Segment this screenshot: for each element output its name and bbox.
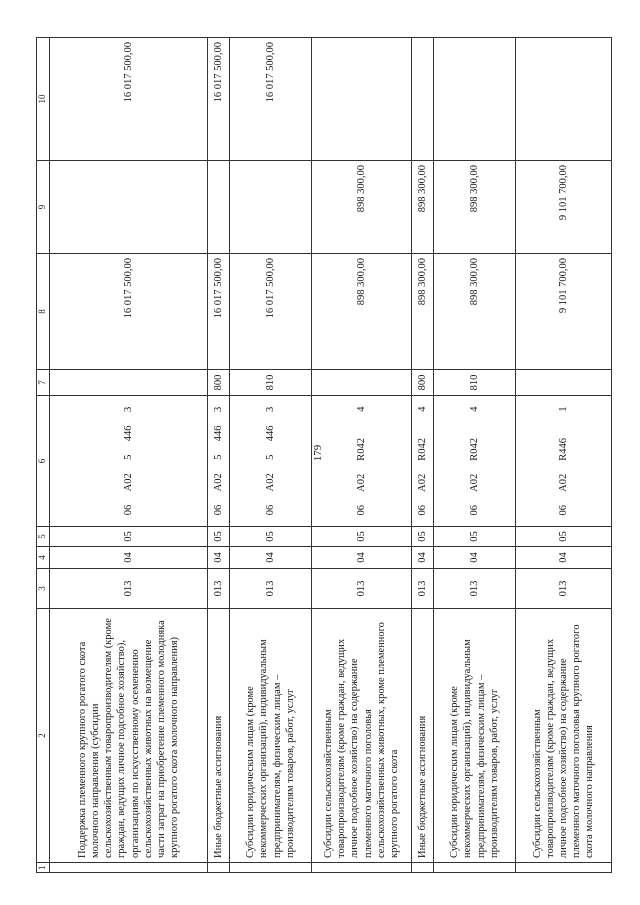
cell-subsection: 05 — [230, 527, 312, 547]
column-number-row — [37, 38, 50, 873]
cell-amount-regional — [230, 161, 312, 254]
col-header-8: 8 — [37, 254, 50, 370]
cell-target-article — [312, 396, 412, 527]
cell-amount-federal: 16 017 500,00 — [208, 38, 230, 161]
kbc-direction: R446 — [557, 437, 569, 461]
budget-table — [36, 37, 612, 873]
cell-subsection: 05 — [50, 527, 208, 547]
col-header-9: 9 — [37, 161, 50, 254]
table-row — [516, 38, 612, 873]
cell-ministry-code: 013 — [434, 569, 516, 609]
row-name: Иные бюджетные ассигнования — [412, 609, 434, 863]
kbc-direction: 5 — [264, 454, 276, 460]
cell-amount-federal — [312, 38, 412, 161]
cell-expense-type — [516, 370, 612, 396]
kbc-subprogram: A02 — [355, 473, 367, 492]
kbc-program: 06 — [468, 504, 480, 516]
kbc-suffix: 4 — [355, 406, 367, 412]
cell-section: 04 — [312, 547, 412, 569]
cell-expense-type — [50, 370, 208, 396]
row-name: Субсидии юридическим лицам (кроме некоммерческих организаций), индивидуальным предпринимателям, физическим лицам – производителям товаров, работ, услуг — [230, 609, 312, 863]
cell-expense-type: 800 — [412, 370, 434, 396]
kbc-program: 06 — [264, 504, 276, 516]
kbc-suffix: 4 — [468, 406, 480, 412]
cell-subsection: 05 — [434, 527, 516, 547]
row-name: Иные бюджетные ассигнования — [208, 609, 230, 863]
cell-subsection: 05 — [412, 527, 434, 547]
row-name: Поддержка племенного крупного рогатого скота молочного направления (субсидии сельскохозяйственным товаропроизводителям (кроме граждан, ведущих личное подсобное хозяйство), организациям по искусственному осеменению сельскохозяйственных животных на возмещение части затрат на приобретение племенного молодняка крупного рогатого скота молочного направления) — [50, 609, 208, 863]
col-header-4: 4 — [37, 547, 50, 569]
cell-target-article — [208, 396, 230, 527]
row-name: Субсидии сельскохозяйственным товаропроизводителям (кроме граждан, ведущих личное подсобное хозяйство) на содержание племенного маточного поголовья крупного рогатого скота молочного направления — [516, 609, 612, 863]
table-row — [412, 38, 434, 873]
cell-amount-regional: 898 300,00 — [412, 161, 434, 254]
kbc-suffix: 1 — [557, 406, 569, 412]
cell-section: 04 — [412, 547, 434, 569]
rotated-table-wrapper — [36, 38, 600, 873]
kbc-subprogram: A02 — [122, 473, 134, 492]
cell-subsection: 05 — [516, 527, 612, 547]
cell-section: 04 — [50, 547, 208, 569]
cell-target-article — [516, 396, 612, 527]
cell-ministry-code: 013 — [230, 569, 312, 609]
cell-blank — [208, 863, 230, 873]
kbc-direction: R042 — [355, 437, 367, 461]
cell-section: 04 — [516, 547, 612, 569]
cell-amount-federal: 16 017 500,00 — [230, 38, 312, 161]
cell-ministry-code: 013 — [208, 569, 230, 609]
cell-target-article — [412, 396, 434, 527]
table-row — [434, 38, 516, 873]
table-row — [230, 38, 312, 873]
cell-section: 04 — [230, 547, 312, 569]
cell-blank — [312, 863, 412, 873]
col-header-1: 1 — [37, 863, 50, 873]
cell-ministry-code: 013 — [516, 569, 612, 609]
cell-section: 04 — [434, 547, 516, 569]
kbc-subprogram: A02 — [264, 473, 276, 492]
cell-amount-total: 898 300,00 — [434, 254, 516, 370]
cell-expense-type: 810 — [230, 370, 312, 396]
cell-blank — [412, 863, 434, 873]
kbc-code: 446 — [212, 425, 224, 442]
col-header-3: 3 — [37, 569, 50, 609]
cell-expense-type: 800 — [208, 370, 230, 396]
kbc-direction: 5 — [212, 454, 224, 460]
cell-ministry-code: 013 — [312, 569, 412, 609]
cell-blank — [516, 863, 612, 873]
cell-ministry-code: 013 — [50, 569, 208, 609]
cell-blank — [434, 863, 516, 873]
col-header-7: 7 — [37, 370, 50, 396]
kbc-subprogram: A02 — [468, 473, 480, 492]
cell-amount-total: 16 017 500,00 — [50, 254, 208, 370]
cell-target-article — [50, 396, 208, 527]
row-name: Субсидии сельскохозяйственным товаропроизводителям (кроме граждан, ведущих личное подсобное хозяйство) на содержание племенного маточного поголовья сельскохозяйственных животных, кроме племенного крупного рогатого скота — [312, 609, 412, 863]
kbc-code — [416, 423, 429, 427]
table-row — [312, 38, 412, 873]
kbc-program: 06 — [212, 504, 224, 516]
kbc-code: 446 — [264, 425, 276, 442]
cell-amount-total: 16 017 500,00 — [208, 254, 230, 370]
cell-ministry-code: 013 — [412, 569, 434, 609]
kbc-direction: 5 — [122, 454, 134, 460]
kbc-subprogram: A02 — [212, 473, 224, 492]
cell-target-article — [230, 396, 312, 527]
cell-section: 04 — [208, 547, 230, 569]
kbc-code — [557, 423, 570, 427]
col-header-6: 6 — [37, 396, 50, 527]
kbc-code: 446 — [122, 425, 134, 442]
cell-amount-federal — [434, 38, 516, 161]
kbc-suffix: 4 — [416, 406, 428, 412]
kbc-subprogram: A02 — [416, 473, 428, 492]
table-row — [208, 38, 230, 873]
table-row — [50, 38, 208, 873]
kbc-program: 06 — [355, 504, 367, 516]
col-header-2: 2 — [37, 609, 50, 863]
cell-subsection: 05 — [312, 527, 412, 547]
cell-amount-total: 16 017 500,00 — [230, 254, 312, 370]
cell-expense-type — [312, 370, 412, 396]
kbc-direction: R042 — [416, 437, 428, 461]
cell-blank — [50, 863, 208, 873]
kbc-subprogram: A02 — [557, 473, 569, 492]
cell-amount-total: 898 300,00 — [412, 254, 434, 370]
kbc-code — [468, 423, 481, 427]
col-header-5: 5 — [37, 527, 50, 547]
kbc-program: 06 — [557, 504, 569, 516]
kbc-program: 06 — [416, 504, 428, 516]
cell-amount-federal — [516, 38, 612, 161]
cell-amount-federal — [412, 38, 434, 161]
cell-amount-regional: 898 300,00 — [434, 161, 516, 254]
cell-amount-federal: 16 017 500,00 — [50, 38, 208, 161]
col-header-10: 10 — [37, 38, 50, 161]
cell-amount-regional: 9 101 700,00 — [516, 161, 612, 254]
kbc-suffix: 3 — [122, 406, 134, 413]
kbc-direction: R042 — [468, 437, 480, 461]
row-name: Субсидии юридическим лицам (кроме некоммерческих организаций), индивидуальным предпринимателям, физическим лицам – производителям товаров, работ, услуг — [434, 609, 516, 863]
page-number: 179 — [312, 444, 324, 462]
cell-amount-regional — [208, 161, 230, 254]
cell-expense-type: 810 — [434, 370, 516, 396]
cell-amount-regional — [50, 161, 208, 254]
kbc-suffix: 3 — [264, 406, 276, 413]
cell-target-article — [434, 396, 516, 527]
kbc-suffix: 3 — [212, 406, 224, 413]
cell-amount-total: 898 300,00 — [312, 254, 412, 370]
kbc-code — [355, 423, 368, 427]
cell-blank — [230, 863, 312, 873]
cell-amount-regional: 898 300,00 — [312, 161, 412, 254]
cell-subsection: 05 — [208, 527, 230, 547]
kbc-program: 06 — [122, 504, 134, 516]
cell-amount-total: 9 101 700,00 — [516, 254, 612, 370]
